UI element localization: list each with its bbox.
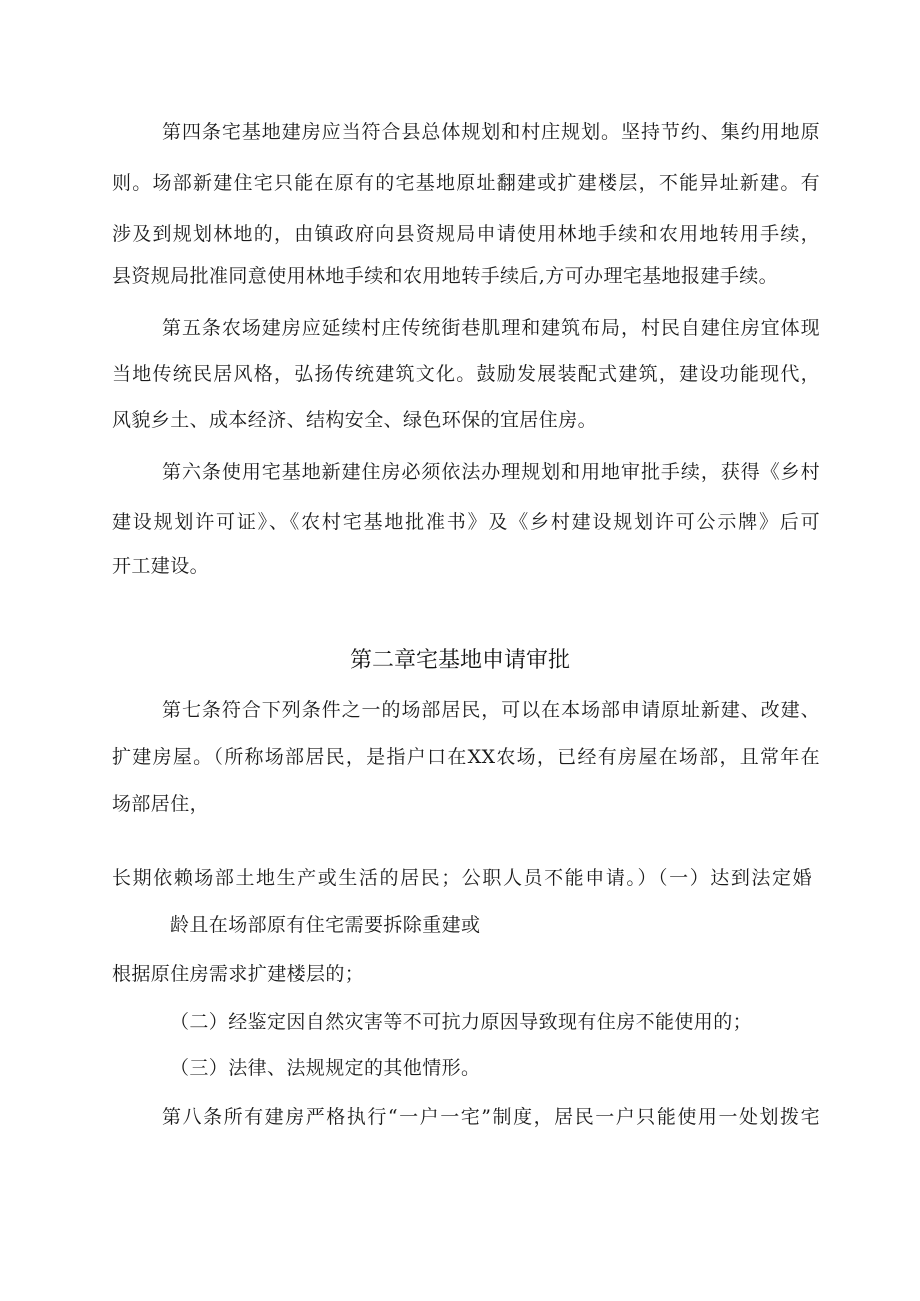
chapter-title: 第二章宅基地申请审批 <box>349 648 570 673</box>
article4-line1: 第四条宅基地建房应当符合县总体规划和村庄规划。坚持节约、集约用地原 <box>162 121 820 143</box>
article4-line4: 县资规局批准同意使用林地手续和农用地转手续后,方可办理宅基地报建手续。 <box>112 265 779 287</box>
article4-line3: 涉及到规划林地的，由镇政府向县资规局申请使用林地手续和农用地转用手续， <box>112 223 820 245</box>
article7-item3: （三）法律、法规规定的其他情形。 <box>170 1057 481 1079</box>
article7-line3: 场部居住， <box>112 793 210 815</box>
article7-line1: 第七条符合下列条件之一的场部居民，可以在本场部申请原址新建、改建、 <box>162 699 820 721</box>
article6-line1: 第六条使用宅基地新建住房必须依法办理规划和用地审批手续，获得《乡村 <box>162 461 820 483</box>
article5-line3: 风貌乡土、成本经济、结构安全、绿色环保的宜居住房。 <box>112 409 598 431</box>
article7-line6: 根据原住房需求扩建楼层的； <box>112 963 365 985</box>
article7-line2: 扩建房屋。（所称场部居民，是指户口在XX农场，已经有房屋在场部，且常年在 <box>112 746 820 768</box>
article8-line1: 第八条所有建房严格执行“一户一宅”制度，居民一户只能使用一处划拨宅 <box>162 1106 820 1128</box>
article7-line4: 长期依赖场部土地生产或生活的居民；公职人员不能申请。）（一）达到法定婚 <box>112 867 812 889</box>
article4-line2: 则。场部新建住宅只能在原有的宅基地原址翻建或扩建楼层，不能异址新建。有 <box>112 172 820 194</box>
article7-line5: 龄且在场部原有住宅需要拆除重建或 <box>170 914 481 936</box>
article7-item2: （二）经鉴定因自然灾害等不可抗力原因导致现有住房不能使用的； <box>170 1011 753 1033</box>
article6-line3: 开工建设。 <box>112 555 210 577</box>
article6-line2: 建设规划许可证》、《农村宅基地批准书》及《乡村建设规划许可公示牌》后可 <box>112 511 820 533</box>
article5-line2: 当地传统民居风格，弘扬传统建筑文化。鼓励发展装配式建筑，建设功能现代， <box>112 363 820 385</box>
article5-line1: 第五条农场建房应延续村庄传统街巷肌理和建筑布局，村民自建住房宜体现 <box>162 317 820 339</box>
